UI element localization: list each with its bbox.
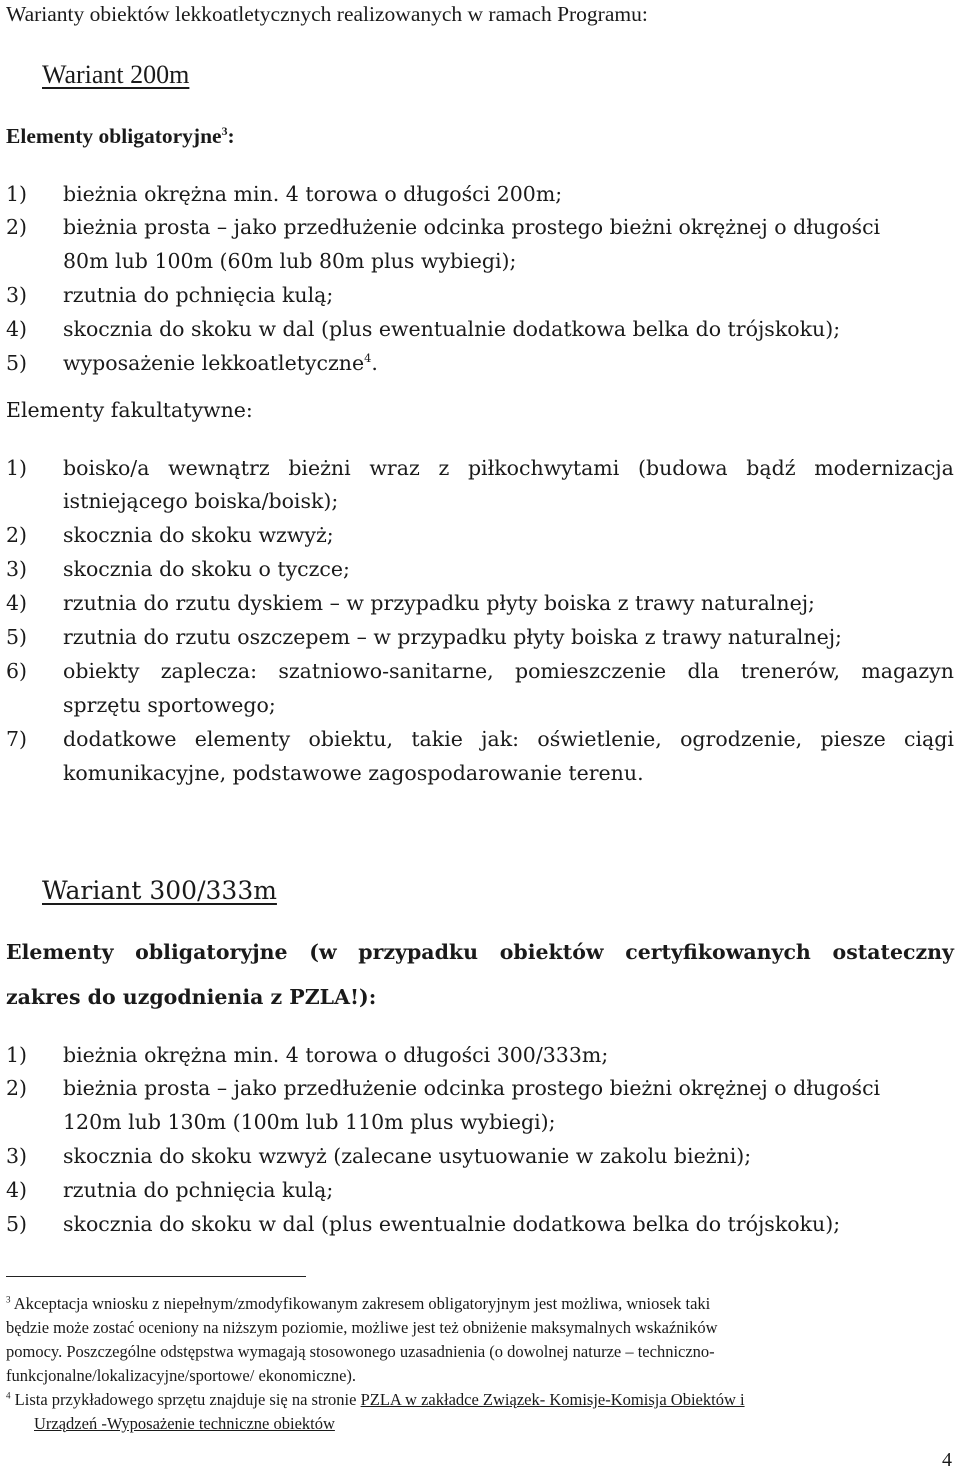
list-item-continuation: sprzętu sportowego; (63, 693, 276, 717)
variant1-optional-label: Elementy fakultatywne: (6, 398, 253, 422)
word: boisko/a (63, 456, 150, 480)
variant2-mandatory-label-cont: zakres do uzgodnienia z PZLA!): (6, 985, 377, 1009)
word: certyfikowanych (625, 940, 811, 964)
word: piłkochwytami (467, 456, 620, 480)
word: obiektu, (308, 727, 394, 751)
justified-line (63, 659, 954, 683)
word: oświetlenie, (537, 727, 662, 751)
word: trenerów, (740, 659, 841, 683)
pzla-link[interactable]: PZLA w zakładce Związek- Komisje-Komisja Obiektów i (360, 1390, 745, 1409)
variant2-title: Wariant 300/333m (42, 876, 277, 905)
justified-line (63, 456, 954, 480)
word: wraz (369, 456, 420, 480)
intro-text: Warianty obiektów lekkoatletycznych realizowanych w ramach Programu: (6, 2, 648, 26)
justified-line (63, 727, 954, 751)
footnote-3-line: $^3$ Akceptacja wniosku z niepełnym/zmodyfikowanym zakresem obligatoryjnym jest możliwa, wniosek taki (6, 1294, 711, 1313)
word: obiekty (63, 659, 140, 683)
document-page: Warianty obiektów lekkoatletycznych realizowanych w ramach Programu: Wariant 200m Elementy obligatoryjne$^3$: 1) bieżnia okrężna min. 4 torowa o długości 200m; 2) bieżnia prosta – jako przedłużenie odcinka prostego bieżni okrężnej o długości 80m lub 100m (60m lub 80m plus wybiegi); 3) rzutnia do pchnięcia kulą; 4) skocznia do skoku w dal (plus ewentualnie dodatkowa belka do trójskoku); 5) wyposażenie lekkoatletyczne$^4$. Elementy fakultatywne: 1) boisko/a wewnątrz bieżni wraz z piłkochwytami (budowa bądź modernizacja istniejącego boiska/boisk); 2) skocznia do skoku wzwyż; 3) skocznia do skoku o tyczce; 4) rzutnia do rzutu dyskiem – w przypadku płyty boiska z trawy naturalnej; 5) rzutnia do rzutu oszczepem – w przypadku płyty boiska z trawy naturalnej; 6) obiekty zaplecza: szatniowo-sanitarne, pomieszczenie dla trenerów, magazyn sprzętu sportowego; 7) dodatkowe elementy obiektu, takie jak: oświetlenie, ogrodzenie, piesze ciągi komunikacyjne, podstawowe zagospodarowanie terenu. Wariant 300/333m Elementy obligatoryjne (w przypadku obiektów certyfikowanych ostateczny zakres do uzgodnienia z PZLA!): 1) bieżnia okrężna min. 4 torowa o długości 300/333m; 2) bieżnia prosta – jako przedłużenie odcinka prostego bieżni okrężnej o długości 120m lub 130m (100m lub 110m plus wybiegi); 3) skocznia do skoku wzwyż (zalecane usytuowanie w zakolu bieżni); 4) rzutnia do pchnięcia kulą; 5) skocznia do skoku w dal (plus ewentualnie dodatkowa belka do trójskoku); $^3$ Akceptacja wniosku z niepełnym/zmodyfikowanym zakresem obligatoryjnym jest możliwa, wniosek taki będzie może zostać oceniony na niższym poziomie, możliwe jest też obniżenie maksymalnych wskaźników pomocy. Poszczególne odstępstwa wymagają stosowonego uzasadnienia (o dowolnej naturze – techniczno- funkcjonalne/lokalizacyjne/sportowe/ ekonomiczne). $^4$ Lista przykładowego sprzętu znajduje się na stronie PZLA w zakładce Związek- Komisje-Komisja Obiektów i Urządzeń -Wyposażenie techniczne obiektów 4 (6, 2, 954, 1471)
footnote-3-line: funkcjonalne/lokalizacyjne/sportowe/ ekonomiczne). (6, 1366, 357, 1385)
word: bieżni (288, 456, 351, 480)
pzla-link-cont[interactable]: Urządzeń -Wyposażenie techniczne obiektów (34, 1414, 335, 1433)
word: takie (411, 727, 463, 751)
list-item-continuation: komunikacyjne, podstawowe zagospodarowanie terenu. (63, 761, 644, 785)
word: ogrodzenie, (680, 727, 803, 751)
word: przypadku (358, 940, 479, 964)
footnote-marker: 4 (6, 1390, 11, 1401)
footnote-separator (6, 1276, 306, 1277)
word: elementy (194, 727, 291, 751)
footnote-3-line: pomocy. Poszczególne odstępstwa wymagają stosowonego uzasadnienia (o dowolnej naturze – techniczno- (6, 1342, 715, 1361)
page-number: 4 (942, 1449, 952, 1471)
footnote-4-link-cont (34, 1414, 954, 1434)
list-item-continuation: 120m lub 130m (100m lub 110m plus wybiegi); (63, 1110, 556, 1134)
word: modernizacja (814, 456, 954, 480)
word: ciągi (904, 727, 954, 751)
word: wewnątrz (168, 456, 270, 480)
footnote-3-line: będzie może zostać oceniony na niższym poziomie, możliwe jest też obniżenie maksymalnych wskaźników (6, 1318, 718, 1337)
word: zaplecza: (160, 659, 257, 683)
variant1-mandatory-label: Elementy obligatoryjne$^3$: (6, 123, 235, 148)
word: magazyn (861, 659, 954, 683)
word: szatniowo-sanitarne, (278, 659, 494, 683)
word: dodatkowe (63, 727, 177, 751)
word: z (438, 456, 450, 480)
word: (budowa (637, 456, 728, 480)
word: pomieszczenie (514, 659, 667, 683)
word: ostateczny (832, 940, 954, 964)
word: Elementy (6, 940, 114, 964)
word: bądź (746, 456, 796, 480)
footnote-4-line: $^4$ Lista przykładowego sprzętu znajduje się na stronie PZLA w zakładce Związek- Komisje-Komisja Obiektów i (6, 1390, 745, 1409)
word: piesze (820, 727, 886, 751)
footnote-marker: 3 (6, 1294, 11, 1305)
word: jak: (481, 727, 520, 751)
footnote-ref-3[interactable]: 3 (221, 123, 228, 138)
word: dla (687, 659, 720, 683)
footnote-ref-4[interactable]: 4 (364, 352, 372, 366)
list-item-continuation: 80m lub 100m (60m lub 80m plus wybiegi); (63, 249, 517, 273)
variant1-title: Wariant 200m (42, 60, 190, 89)
word: (w (309, 940, 337, 964)
word: obligatoryjne (135, 940, 288, 964)
word: obiektów (499, 940, 604, 964)
list-item-continuation: istniejącego boiska/boisk); (63, 489, 339, 513)
